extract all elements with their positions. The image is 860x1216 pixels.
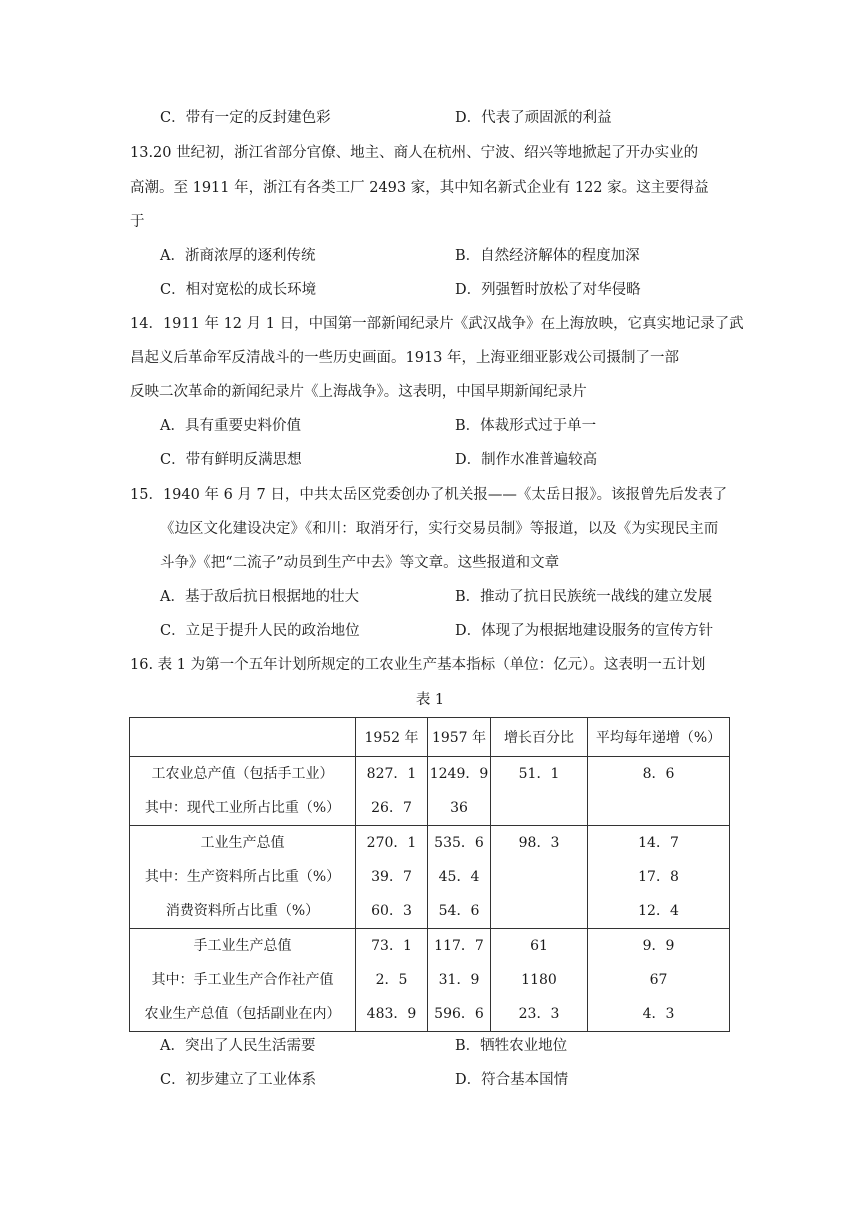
q14-stem-line-3: 反映二次革命的新闻纪录片《上海战争》。这表明，中国早期新闻纪录片 (130, 384, 587, 400)
row-label: 手工业生产总值 (193, 938, 292, 954)
q12-option-d: D．代表了顽固派的利益 (455, 110, 612, 126)
cell-1952: 483．9 (366, 1006, 417, 1022)
q15-stem-line-3: 斗争》《把“二流子”动员到生产中去》等文章。这些报道和文章 (160, 555, 560, 571)
cell-annual: 67 (649, 972, 668, 988)
q14-option-a: A．具有重要史料价值 (160, 418, 301, 434)
q15-stem-line-1: 15．1940 年 6 月 7 日，中共太岳区党委创办了机关报——《太岳日报》。该报曾先后发表了 (130, 487, 728, 503)
q12-option-c: C．带有一定的反封建色彩 (160, 110, 331, 126)
q15-option-d: D．体现了为根据地建设服务的宣传方针 (455, 623, 714, 639)
q16-stem: 16. 表 1 为第一个五年计划所规定的工农业生产基本指标（单位：亿元）。这表明一五计划 (130, 657, 706, 673)
cell-growth: 61 (530, 938, 548, 954)
q13-option-d: D．列强暂时放松了对华侵略 (455, 282, 641, 298)
row-label: 农业生产总值（包括副业在内） (144, 1006, 341, 1022)
cell-annual: 9．9 (642, 938, 675, 954)
cell-annual: 4．3 (642, 1006, 675, 1022)
q14-option-d: D．制作水准普遍较高 (455, 452, 598, 468)
cell-1957: 31．9 (438, 972, 480, 988)
cell-1957: 1249．9 (429, 766, 489, 782)
q16-option-b: B．牺牲农业地位 (455, 1038, 568, 1054)
cell-annual: 8．6 (642, 766, 675, 782)
row-label: 其中：手工业生产合作社产值 (151, 972, 334, 988)
cell-growth: 1180 (521, 972, 557, 988)
cell-growth (491, 791, 587, 825)
q13-stem-line-3: 于 (130, 214, 145, 230)
cell-1957: 54．6 (438, 903, 480, 919)
cell-growth (491, 860, 587, 894)
q15-stem-line-2: 《边区文化建设决定》《和川：取消牙行，实行交易员制》等报道，以及《为实现民主而 (160, 521, 719, 537)
cell-annual: 14．7 (638, 835, 679, 851)
cell-1952: 60．3 (371, 903, 412, 919)
q16-option-c: C．初步建立了工业体系 (160, 1072, 317, 1088)
cell-1952: 827．1 (366, 766, 417, 782)
q15-option-b: B．推动了抗日民族统一战线的建立发展 (455, 589, 713, 605)
header-cell-1957: 1957 年 (428, 718, 491, 757)
cell-1957: 596．6 (434, 1006, 484, 1022)
production-indicators-table (129, 717, 730, 1032)
cell-growth: 98．3 (518, 835, 560, 851)
cell-1952: 39．7 (371, 869, 412, 885)
q16-option-d: D．符合基本国情 (455, 1072, 569, 1088)
header-cell-annual-growth: 平均每年递增（%） (588, 718, 730, 757)
cell-annual: 12．4 (638, 903, 679, 919)
header-cell-1952: 1952 年 (356, 718, 428, 757)
table-group-industry (130, 826, 730, 929)
table-caption: 表 1 (415, 692, 445, 708)
q16-option-a: A．突出了人民生活需要 (160, 1038, 316, 1054)
q13-option-b: B．自然经济解体的程度加深 (455, 248, 640, 264)
row-label: 工农业总产值（包括手工业） (151, 766, 334, 782)
q15-option-a: A．基于敌后抗日根据地的壮大 (160, 589, 359, 605)
q14-option-b: B．体裁形式过于单一 (455, 418, 597, 434)
cell-1957: 535．6 (434, 835, 484, 851)
q13-stem-line-1: 13.20 世纪初，浙江省部分官僚、地主、商人在杭州、宁波、绍兴等地掀起了开办实业的 (130, 145, 699, 161)
cell-annual: 17．8 (638, 869, 679, 885)
cell-annual (588, 791, 729, 825)
q14-option-c: C．带有鲜明反满思想 (160, 452, 302, 468)
row-label: 消费资料所占比重（%） (165, 903, 320, 919)
q13-stem-line-2: 高潮。至 1911 年，浙江有各类工厂 2493 家，其中知名新式企业有 122 家。这主要得益 (130, 180, 709, 196)
header-cell-growth-pct: 增长百分比 (491, 718, 588, 757)
cell-1952: 2．5 (375, 972, 408, 988)
cell-growth: 23．3 (518, 1006, 560, 1022)
table-group-total (130, 757, 730, 826)
cell-growth: 51．1 (518, 766, 560, 782)
q13-option-a: A．浙商浓厚的逐利传统 (160, 248, 316, 264)
q14-stem-line-1: 14．1911 年 12 月 1 日，中国第一部新闻纪录片《武汉战争》在上海放映，它真实地记录了武 (130, 316, 744, 332)
row-label: 工业生产总值 (200, 835, 285, 851)
cell-1952: 26．7 (371, 800, 412, 816)
cell-1952: 270．1 (366, 835, 417, 851)
header-cell-blank (130, 718, 356, 757)
cell-1957: 117．7 (434, 938, 484, 954)
row-label: 其中：现代工业所占比重（%） (144, 800, 341, 816)
cell-1957: 45．4 (438, 869, 480, 885)
q14-stem-line-2: 昌起义后革命军反清战斗的一些历史画面。1913 年，上海亚细亚影戏公司摄制了一部 (130, 350, 680, 366)
cell-growth (491, 894, 587, 928)
table-header-row (130, 718, 730, 757)
table-group-handicraft-agriculture (130, 929, 730, 1032)
q15-option-c: C．立足于提升人民的政治地位 (160, 623, 360, 639)
cell-1952: 73．1 (371, 938, 412, 954)
cell-1957: 36 (450, 800, 468, 816)
row-label: 其中：生产资料所占比重（%） (144, 869, 341, 885)
q13-option-c: C．相对宽松的成长环境 (160, 282, 317, 298)
